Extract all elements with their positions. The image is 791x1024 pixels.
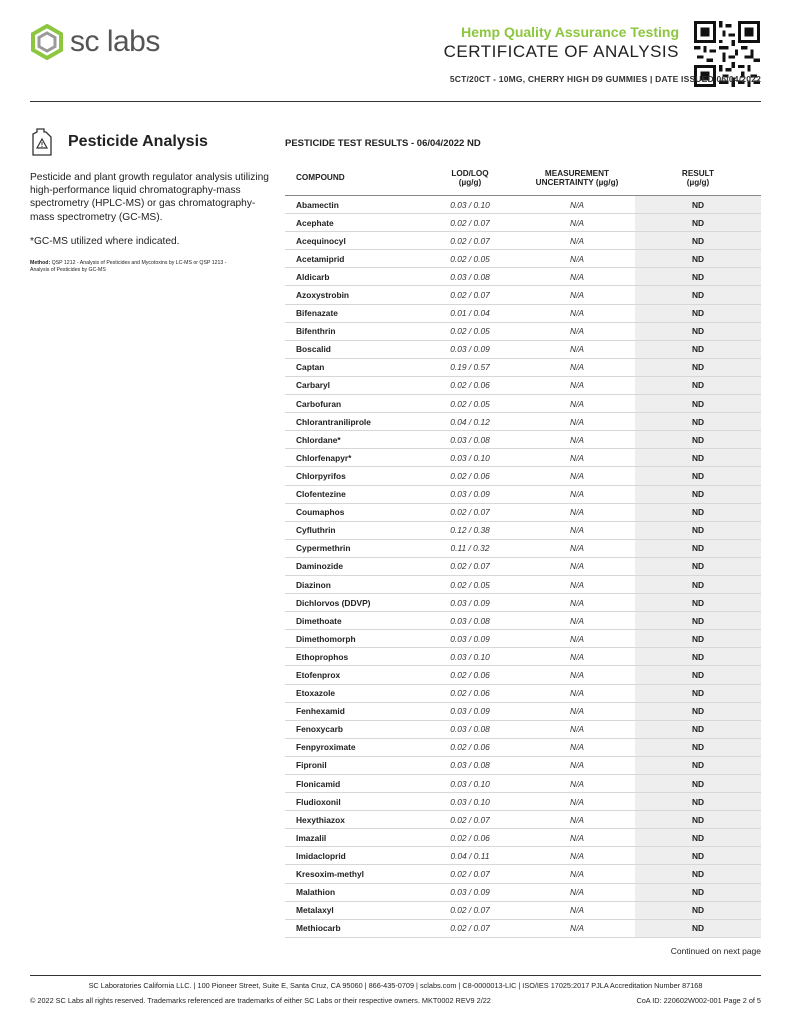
table-row <box>285 232 761 250</box>
result-cell: ND <box>635 286 761 304</box>
compound-cell: Chlordane* <box>285 431 421 449</box>
result-cell: ND <box>635 702 761 720</box>
table-row <box>285 666 761 684</box>
uncertainty-cell: N/A <box>519 286 635 304</box>
lodloq-cell: 0.03 / 0.10 <box>421 775 519 793</box>
compound-cell: Acequinocyl <box>285 232 421 250</box>
table-row <box>285 539 761 557</box>
logo-text: sc labs <box>70 25 160 58</box>
table-row <box>285 702 761 720</box>
lodloq-cell: 0.02 / 0.07 <box>421 919 519 937</box>
footer-copyright: © 2022 SC Labs all rights reserved. Trademarks referenced are trademarks of either SC Labs or their respective owners. MKT0002 REV9 2/22 <box>30 996 491 1005</box>
uncertainty-cell: N/A <box>519 811 635 829</box>
overall-result: ND <box>466 138 481 149</box>
lodloq-cell: 0.03 / 0.09 <box>421 340 519 358</box>
uncertainty-cell: N/A <box>519 485 635 503</box>
table-row <box>285 449 761 467</box>
method-label: Method: <box>30 260 51 266</box>
uncertainty-cell: N/A <box>519 196 635 214</box>
result-cell: ND <box>635 395 761 413</box>
table-row <box>285 775 761 793</box>
uncertainty-cell: N/A <box>519 376 635 394</box>
lodloq-cell: 0.02 / 0.07 <box>421 811 519 829</box>
result-cell: ND <box>635 413 761 431</box>
section-title: Pesticide Analysis <box>68 133 208 150</box>
uncertainty-cell: N/A <box>519 539 635 557</box>
compound-cell: Cyfluthrin <box>285 521 421 539</box>
table-row <box>285 376 761 394</box>
uncertainty-cell: N/A <box>519 720 635 738</box>
table-row <box>285 829 761 847</box>
result-cell: ND <box>635 467 761 485</box>
result-cell: ND <box>635 738 761 756</box>
result-cell: ND <box>635 358 761 376</box>
result-cell: ND <box>635 250 761 268</box>
result-cell: ND <box>635 485 761 503</box>
compound-cell: Cypermethrin <box>285 539 421 557</box>
uncertainty-cell: N/A <box>519 919 635 937</box>
gcms-note: *GC-MS utilized where indicated. <box>30 236 180 247</box>
table-row <box>285 304 761 322</box>
compound-cell: Carbofuran <box>285 395 421 413</box>
lodloq-cell: 0.02 / 0.05 <box>421 322 519 340</box>
results-heading-text: PESTICIDE TEST RESULTS - 06/04/2022 <box>285 138 465 149</box>
lodloq-cell: 0.11 / 0.32 <box>421 539 519 557</box>
uncertainty-cell: N/A <box>519 232 635 250</box>
uncertainty-cell: N/A <box>519 503 635 521</box>
uncertainty-cell: N/A <box>519 521 635 539</box>
uncertainty-cell: N/A <box>519 340 635 358</box>
lodloq-cell: 0.02 / 0.07 <box>421 214 519 232</box>
table-row <box>285 557 761 575</box>
uncertainty-cell: N/A <box>519 214 635 232</box>
lodloq-cell: 0.02 / 0.06 <box>421 467 519 485</box>
result-cell: ND <box>635 811 761 829</box>
table-row <box>285 521 761 539</box>
compound-cell: Kresoxim-methyl <box>285 865 421 883</box>
footer-coa-id: CoA ID: 220602W002-001 Page 2 of 5 <box>636 996 761 1005</box>
compound-cell: Fenoxycarb <box>285 720 421 738</box>
column-header-compound: COMPOUND <box>285 160 421 196</box>
result-cell: ND <box>635 521 761 539</box>
compound-cell: Metalaxyl <box>285 901 421 919</box>
lodloq-cell: 0.03 / 0.08 <box>421 431 519 449</box>
compound-cell: Fludioxonil <box>285 793 421 811</box>
compound-cell: Acetamiprid <box>285 250 421 268</box>
result-cell: ND <box>635 847 761 865</box>
lodloq-cell: 0.02 / 0.07 <box>421 901 519 919</box>
lodloq-cell: 0.02 / 0.06 <box>421 684 519 702</box>
results-heading <box>285 138 481 149</box>
compound-cell: Etofenprox <box>285 666 421 684</box>
uncertainty-cell: N/A <box>519 775 635 793</box>
uncertainty-cell: N/A <box>519 322 635 340</box>
lodloq-cell: 0.03 / 0.08 <box>421 268 519 286</box>
lodloq-cell: 0.03 / 0.10 <box>421 196 519 214</box>
column-header-uncertainty: MEASUREMENT UNCERTAINTY (µg/g) <box>519 160 635 196</box>
result-cell: ND <box>635 648 761 666</box>
uncertainty-cell: N/A <box>519 413 635 431</box>
column-header-lodloq: LOD/LOQ (µg/g) <box>421 160 519 196</box>
method-note <box>30 260 230 274</box>
uncertainty-cell: N/A <box>519 738 635 756</box>
result-cell: ND <box>635 232 761 250</box>
hexagon-logo-icon <box>30 24 64 60</box>
table-row <box>285 811 761 829</box>
lodloq-cell: 0.02 / 0.05 <box>421 250 519 268</box>
compound-cell: Hexythiazox <box>285 811 421 829</box>
compound-cell: Diazinon <box>285 575 421 593</box>
uncertainty-cell: N/A <box>519 756 635 774</box>
table-row <box>285 630 761 648</box>
uncertainty-cell: N/A <box>519 847 635 865</box>
lodloq-cell: 0.02 / 0.06 <box>421 738 519 756</box>
result-cell: ND <box>635 322 761 340</box>
result-cell: ND <box>635 829 761 847</box>
compound-cell: Bifenthrin <box>285 322 421 340</box>
compound-cell: Ethoprophos <box>285 648 421 666</box>
uncertainty-cell: N/A <box>519 865 635 883</box>
compound-cell: Chlorfenapyr* <box>285 449 421 467</box>
lodloq-cell: 0.12 / 0.38 <box>421 521 519 539</box>
lodloq-cell: 0.03 / 0.09 <box>421 702 519 720</box>
lodloq-cell: 0.03 / 0.10 <box>421 793 519 811</box>
uncertainty-cell: N/A <box>519 467 635 485</box>
result-cell: ND <box>635 449 761 467</box>
uncertainty-cell: N/A <box>519 829 635 847</box>
compound-cell: Flonicamid <box>285 775 421 793</box>
table-row <box>285 431 761 449</box>
result-cell: ND <box>635 756 761 774</box>
compound-cell: Azoxystrobin <box>285 286 421 304</box>
table-row <box>285 793 761 811</box>
table-row <box>285 322 761 340</box>
header-subtitle: Hemp Quality Assurance Testing <box>461 24 679 40</box>
continued-note: Continued on next page <box>670 946 761 956</box>
lodloq-cell: 0.03 / 0.10 <box>421 449 519 467</box>
table-row <box>285 919 761 937</box>
compound-cell: Etoxazole <box>285 684 421 702</box>
compound-cell: Imazalil <box>285 829 421 847</box>
table-row <box>285 720 761 738</box>
lodloq-cell: 0.02 / 0.07 <box>421 865 519 883</box>
table-row <box>285 847 761 865</box>
table-row <box>285 268 761 286</box>
table-row <box>285 485 761 503</box>
table-row <box>285 756 761 774</box>
lodloq-cell: 0.03 / 0.09 <box>421 594 519 612</box>
pesticide-results-table <box>285 160 761 938</box>
table-header-row <box>285 160 761 196</box>
compound-cell: Coumaphos <box>285 503 421 521</box>
table-row <box>285 684 761 702</box>
result-cell: ND <box>635 775 761 793</box>
result-cell: ND <box>635 793 761 811</box>
result-cell: ND <box>635 666 761 684</box>
uncertainty-cell: N/A <box>519 449 635 467</box>
compound-cell: Fenhexamid <box>285 702 421 720</box>
result-cell: ND <box>635 340 761 358</box>
result-cell: ND <box>635 196 761 214</box>
lodloq-cell: 0.02 / 0.07 <box>421 503 519 521</box>
uncertainty-cell: N/A <box>519 557 635 575</box>
table-row <box>285 901 761 919</box>
lodloq-cell: 0.04 / 0.11 <box>421 847 519 865</box>
compound-cell: Daminozide <box>285 557 421 575</box>
uncertainty-cell: N/A <box>519 648 635 666</box>
column-header-result: RESULT (µg/g) <box>635 160 761 196</box>
uncertainty-cell: N/A <box>519 268 635 286</box>
compound-cell: Malathion <box>285 883 421 901</box>
result-cell: ND <box>635 865 761 883</box>
compound-cell: Imidacloprid <box>285 847 421 865</box>
compound-cell: Boscalid <box>285 340 421 358</box>
table-row <box>285 196 761 214</box>
uncertainty-cell: N/A <box>519 594 635 612</box>
compound-cell: Dimethomorph <box>285 630 421 648</box>
result-cell: ND <box>635 557 761 575</box>
pesticide-bottle-icon <box>30 128 54 156</box>
compound-cell: Dimethoate <box>285 612 421 630</box>
uncertainty-cell: N/A <box>519 684 635 702</box>
table-row <box>285 503 761 521</box>
lodloq-cell: 0.02 / 0.07 <box>421 286 519 304</box>
uncertainty-cell: N/A <box>519 250 635 268</box>
footer-divider <box>30 975 761 976</box>
compound-cell: Captan <box>285 358 421 376</box>
product-line: 5CT/20CT - 10MG, CHERRY HIGH D9 GUMMIES | DATE ISSUED 06/04/2022 <box>449 74 761 84</box>
compound-cell: Bifenazate <box>285 304 421 322</box>
compound-cell: Chlorpyrifos <box>285 467 421 485</box>
lodloq-cell: 0.01 / 0.04 <box>421 304 519 322</box>
table-row <box>285 395 761 413</box>
lodloq-cell: 0.03 / 0.09 <box>421 630 519 648</box>
lodloq-cell: 0.02 / 0.07 <box>421 232 519 250</box>
table-row <box>285 340 761 358</box>
result-cell: ND <box>635 214 761 232</box>
uncertainty-cell: N/A <box>519 793 635 811</box>
lodloq-cell: 0.03 / 0.08 <box>421 720 519 738</box>
table-row <box>285 467 761 485</box>
table-row <box>285 612 761 630</box>
uncertainty-cell: N/A <box>519 575 635 593</box>
compound-cell: Aldicarb <box>285 268 421 286</box>
uncertainty-cell: N/A <box>519 612 635 630</box>
result-cell: ND <box>635 720 761 738</box>
table-row <box>285 214 761 232</box>
result-cell: ND <box>635 575 761 593</box>
uncertainty-cell: N/A <box>519 431 635 449</box>
table-row <box>285 883 761 901</box>
compound-cell: Acephate <box>285 214 421 232</box>
table-row <box>285 575 761 593</box>
result-cell: ND <box>635 503 761 521</box>
uncertainty-cell: N/A <box>519 666 635 684</box>
header-title: CERTIFICATE OF ANALYSIS <box>443 42 679 61</box>
table-row <box>285 865 761 883</box>
lodloq-cell: 0.19 / 0.57 <box>421 358 519 376</box>
lodloq-cell: 0.02 / 0.05 <box>421 575 519 593</box>
uncertainty-cell: N/A <box>519 304 635 322</box>
table-row <box>285 250 761 268</box>
result-cell: ND <box>635 594 761 612</box>
table-row <box>285 594 761 612</box>
result-cell: ND <box>635 431 761 449</box>
lodloq-cell: 0.03 / 0.10 <box>421 648 519 666</box>
lodloq-cell: 0.03 / 0.09 <box>421 883 519 901</box>
compound-cell: Fenpyroximate <box>285 738 421 756</box>
uncertainty-cell: N/A <box>519 630 635 648</box>
lodloq-cell: 0.03 / 0.09 <box>421 485 519 503</box>
result-cell: ND <box>635 612 761 630</box>
table-row <box>285 738 761 756</box>
uncertainty-cell: N/A <box>519 883 635 901</box>
compound-cell: Fipronil <box>285 756 421 774</box>
uncertainty-cell: N/A <box>519 358 635 376</box>
lodloq-cell: 0.02 / 0.07 <box>421 557 519 575</box>
table-row <box>285 648 761 666</box>
lodloq-cell: 0.02 / 0.06 <box>421 829 519 847</box>
result-cell: ND <box>635 684 761 702</box>
compound-cell: Abamectin <box>285 196 421 214</box>
header-divider <box>30 101 761 102</box>
compound-cell: Dichlorvos (DDVP) <box>285 594 421 612</box>
uncertainty-cell: N/A <box>519 702 635 720</box>
sc-labs-logo <box>30 22 160 62</box>
result-cell: ND <box>635 304 761 322</box>
method-text: QSP 1212 - Analysis of Pesticides and Mycotoxins by LC-MS or QSP 1213 - Analysis of Pesticides by GC-MS <box>30 260 227 273</box>
result-cell: ND <box>635 268 761 286</box>
compound-cell: Methiocarb <box>285 919 421 937</box>
result-cell: ND <box>635 539 761 557</box>
compound-cell: Clofentezine <box>285 485 421 503</box>
lodloq-cell: 0.02 / 0.06 <box>421 376 519 394</box>
footer-address: SC Laboratories California LLC. | 100 Pioneer Street, Suite E, Santa Cruz, CA 95060 | 866-435-0709 | sclabs.com | C8-0000013-LIC | ISO/IES 17025:2017 PJLA Accreditation Number 87168 <box>88 981 703 990</box>
section-description: Pesticide and plant growth regulator analysis utilizing high-performance liquid chromatography-mass spectrometry (HPLC-MS) or gas chromatography-mass spectrometry (GC-MS). <box>30 172 269 223</box>
lodloq-cell: 0.02 / 0.05 <box>421 395 519 413</box>
header-titles <box>444 24 679 62</box>
table-row <box>285 358 761 376</box>
lodloq-cell: 0.03 / 0.08 <box>421 612 519 630</box>
table-row <box>285 413 761 431</box>
lodloq-cell: 0.02 / 0.06 <box>421 666 519 684</box>
uncertainty-cell: N/A <box>519 901 635 919</box>
uncertainty-cell: N/A <box>519 395 635 413</box>
result-cell: ND <box>635 919 761 937</box>
lodloq-cell: 0.04 / 0.12 <box>421 413 519 431</box>
result-cell: ND <box>635 376 761 394</box>
compound-cell: Carbaryl <box>285 376 421 394</box>
lodloq-cell: 0.03 / 0.08 <box>421 756 519 774</box>
compound-cell: Chlorantraniliprole <box>285 413 421 431</box>
result-cell: ND <box>635 901 761 919</box>
result-cell: ND <box>635 630 761 648</box>
result-cell: ND <box>635 883 761 901</box>
table-row <box>285 286 761 304</box>
